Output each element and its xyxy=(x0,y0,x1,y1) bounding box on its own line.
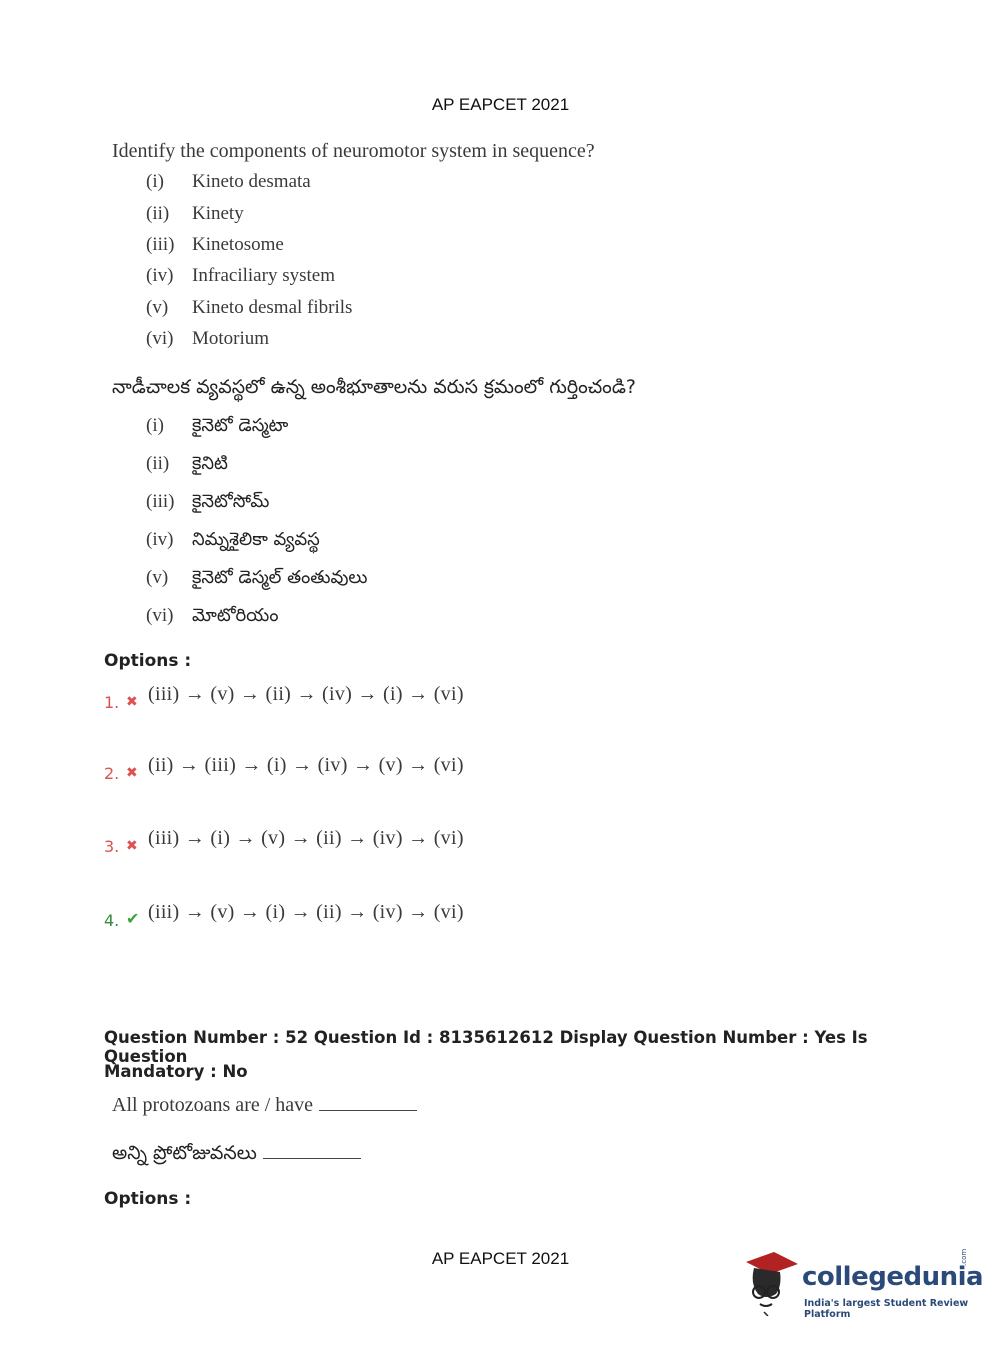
option-text: (ii) → (iii) → (i) → (iv) → (v) → (vi) xyxy=(148,754,464,776)
question-meta: Question Number : 52 Question Id : 8135612612 Display Question Number : Yes Is Question xyxy=(104,1028,868,1066)
item-number: (ii) xyxy=(146,453,170,474)
collegedunia-logo[interactable] xyxy=(740,1248,984,1320)
option-number: 2. xyxy=(104,764,120,783)
item-text: కైనిటి xyxy=(192,453,228,474)
item-text: నిమ్నశైలికా వ్యవస్థ xyxy=(192,529,320,550)
page-footer: AP EAPCET 2021 xyxy=(431,1249,570,1268)
question-mandatory: Mandatory : No xyxy=(104,1062,248,1081)
question-text-en: Identify the components of neuromotor system in sequence? xyxy=(112,140,595,162)
item-number: (vi) xyxy=(146,328,174,349)
question-text: అన్ని ప్రోటోజువనలు xyxy=(112,1142,257,1164)
item-text: కైనెటోసోమ్ xyxy=(192,491,270,512)
item-text: Motorium xyxy=(192,328,270,349)
option-4[interactable] xyxy=(104,898,464,930)
mascot-icon xyxy=(740,1248,802,1316)
item-number: (v) xyxy=(146,567,169,588)
option-text: (iii) → (v) → (i) → (ii) → (iv) → (vi) xyxy=(148,901,464,923)
list-item xyxy=(146,203,244,225)
wrong-mark-icon: ✖ xyxy=(126,838,138,854)
item-number: (iii) xyxy=(146,234,175,255)
option-2[interactable] xyxy=(104,751,464,783)
list-item xyxy=(146,297,352,319)
page-header: AP EAPCET 2021 xyxy=(431,95,570,114)
item-text: మోటోరియం xyxy=(192,605,279,626)
option-number: 3. xyxy=(104,837,120,856)
item-number: (iv) xyxy=(146,529,174,550)
item-number: (v) xyxy=(146,297,169,318)
answer-blank xyxy=(319,1109,417,1111)
list-item xyxy=(146,453,228,478)
option-1[interactable] xyxy=(104,680,464,712)
question-text: All protozoans are / have xyxy=(112,1094,314,1116)
wrong-mark-icon: ✖ xyxy=(126,765,138,781)
option-text: (iii) → (v) → (ii) → (iv) → (i) → (vi) xyxy=(148,683,464,705)
list-item xyxy=(146,265,335,287)
options-label: Options : xyxy=(104,1189,192,1209)
item-text: Kineto desmal fibrils xyxy=(192,297,353,318)
option-text: (iii) → (i) → (v) → (ii) → (iv) → (vi) xyxy=(148,827,464,849)
item-number: (ii) xyxy=(146,203,170,224)
options-label: Options : xyxy=(104,651,192,671)
option-number: 4. xyxy=(104,911,120,930)
list-item xyxy=(146,529,320,554)
answer-blank xyxy=(263,1157,361,1159)
list-item xyxy=(146,567,367,592)
item-text: Kineto desmata xyxy=(192,171,311,192)
logo-tagline: India's largest Student Review Platform xyxy=(804,1298,969,1320)
item-number: (i) xyxy=(146,171,164,192)
list-item xyxy=(146,605,278,630)
list-item xyxy=(146,171,311,193)
item-number: (vi) xyxy=(146,605,174,626)
list-item xyxy=(146,328,269,350)
item-number: (i) xyxy=(146,415,164,436)
item-text: Kinety xyxy=(192,203,244,224)
item-text: Kinetosome xyxy=(192,234,284,255)
logo-suffix: .com xyxy=(960,1248,968,1266)
item-number: (iii) xyxy=(146,491,175,512)
list-item xyxy=(146,234,284,256)
item-number: (iv) xyxy=(146,265,174,286)
question-text-en xyxy=(112,1094,417,1117)
question-text-te: నాడీచాలక వ్యవస్థలో ఉన్న అంశీభూతాలను వరుస క్రమంలో గుర్తించండి? xyxy=(112,376,636,398)
list-item xyxy=(146,491,269,516)
item-text: Infraciliary system xyxy=(192,265,335,286)
list-item xyxy=(146,415,288,440)
option-3[interactable] xyxy=(104,824,464,856)
question-text-te xyxy=(112,1142,361,1169)
wrong-mark-icon: ✖ xyxy=(126,694,138,710)
option-number: 1. xyxy=(104,693,120,712)
logo-name: collegedunia xyxy=(802,1262,984,1292)
check-mark-icon: ✔ xyxy=(126,909,140,928)
item-text: కైనెటో డెస్మటా xyxy=(192,415,289,436)
item-text: కైనెటో డెస్మల్ తంతువులు xyxy=(192,567,368,588)
